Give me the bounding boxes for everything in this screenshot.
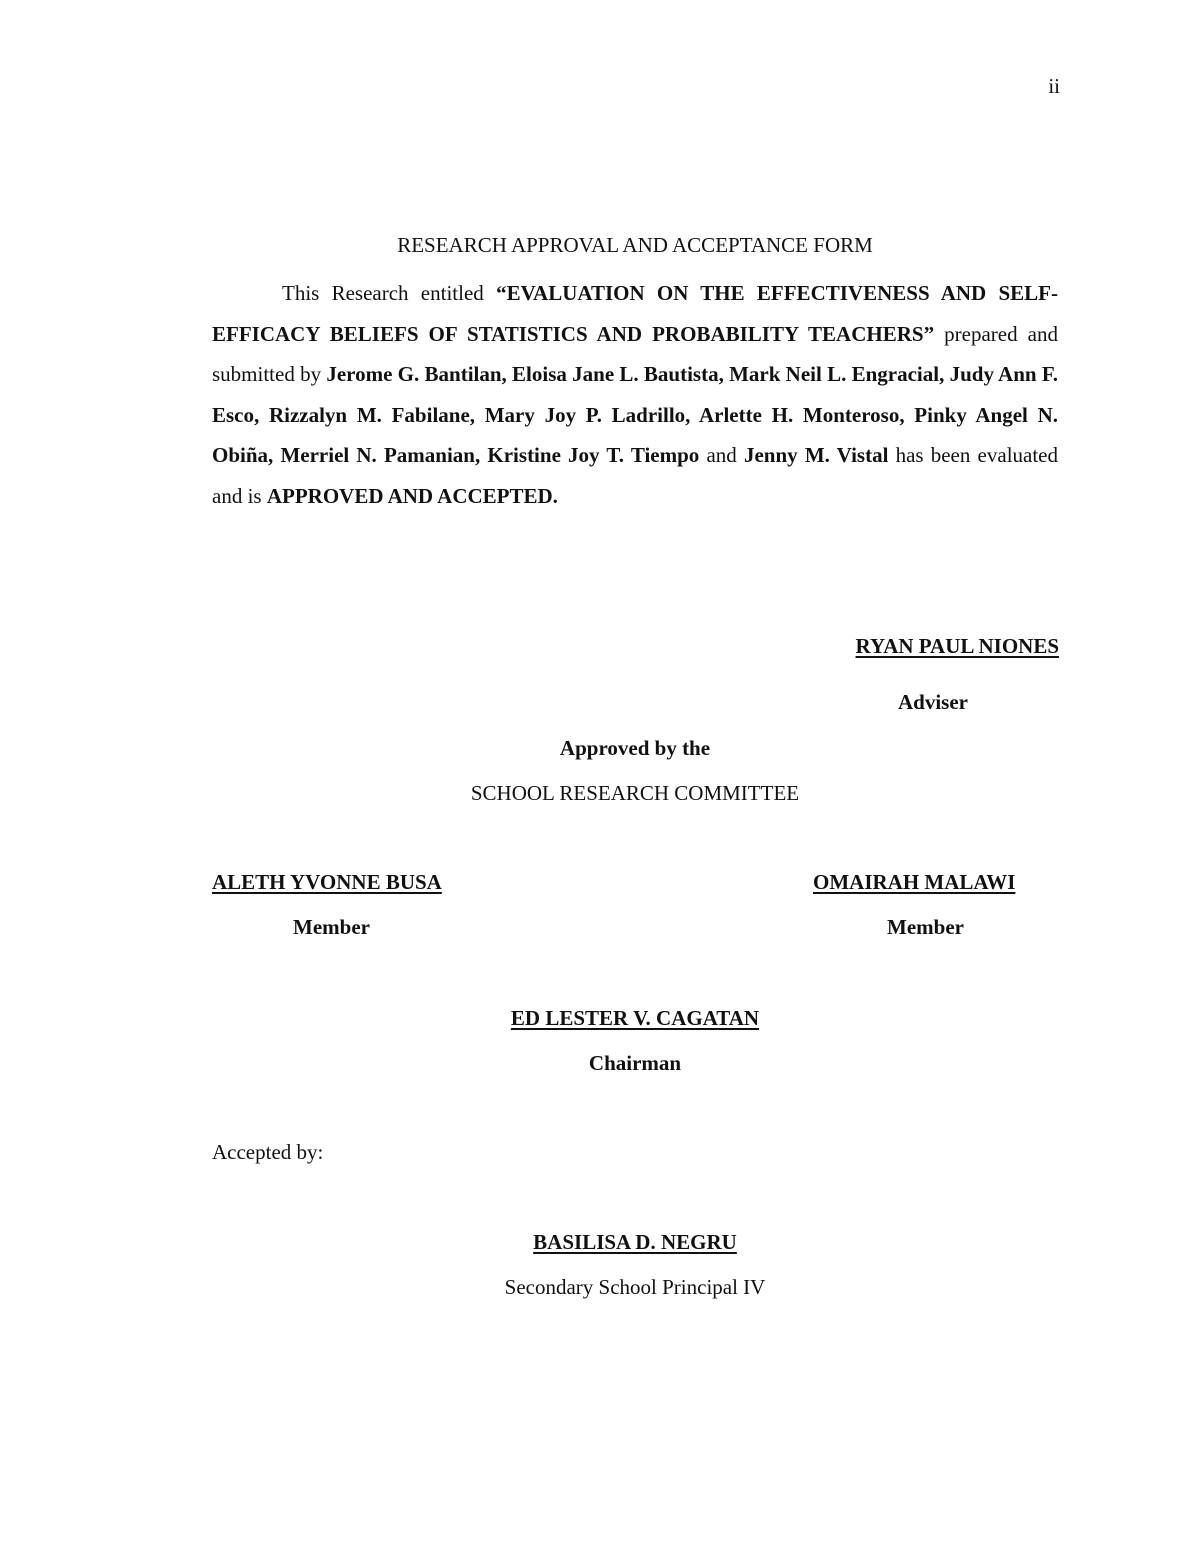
accepted-by-label: Accepted by:: [212, 1140, 324, 1164]
chairman-name: ED LESTER V. CAGATAN: [510, 1006, 760, 1030]
paragraph-evaluated-text: has been evaluated and is: [212, 443, 1058, 508]
member-role: Member: [293, 915, 370, 939]
paragraph-intro: This Research entitled: [282, 281, 497, 305]
approval-paragraph: [212, 273, 1058, 517]
principal-name: BASILISA D. NEGRU: [533, 1230, 737, 1254]
member-name: ALETH YVONNE BUSA: [212, 870, 442, 894]
form-title: RESEARCH APPROVAL AND ACCEPTANCE FORM: [397, 233, 873, 257]
paragraph-prepared-text: prepared and submitted by: [212, 321, 1058, 387]
member-name: OMAIRAH MALAWI: [813, 870, 1016, 894]
chairman-role: Chairman: [588, 1051, 682, 1075]
author-list: Jerome G. Bantilan, Eloisa Jane L. Bautista, Mark Neil L. Engracial, Judy Ann F. Esco, Rizzalyn M. Fabilane, Mary Joy P. Ladrillo, Arlette H. Monteroso, Pinky Angel N. Obiña, Merriel N. Pamanian, Kristine Joy T. Tiempo: [212, 362, 1058, 468]
paragraph-and-text: and: [699, 443, 744, 468]
principal-role: Secondary School Principal IV: [504, 1275, 766, 1299]
adviser-name: RYAN PAUL NIONES: [855, 634, 1059, 658]
approval-status: APPROVED AND ACCEPTED.: [266, 483, 558, 508]
page-number: ii: [1048, 74, 1060, 98]
approved-by-label: Approved by the: [559, 736, 711, 760]
member-role: Member: [887, 915, 964, 939]
research-title: “EVALUATION ON THE EFFECTIVENESS AND SELF-EFFICACY BELIEFS OF STATISTICS AND PROBABILITY TEACHERS”: [212, 281, 1058, 346]
adviser-role: Adviser: [898, 690, 968, 714]
last-author: Jenny M. Vistal: [743, 443, 889, 468]
committee-name: SCHOOL RESEARCH COMMITTEE: [470, 781, 800, 805]
